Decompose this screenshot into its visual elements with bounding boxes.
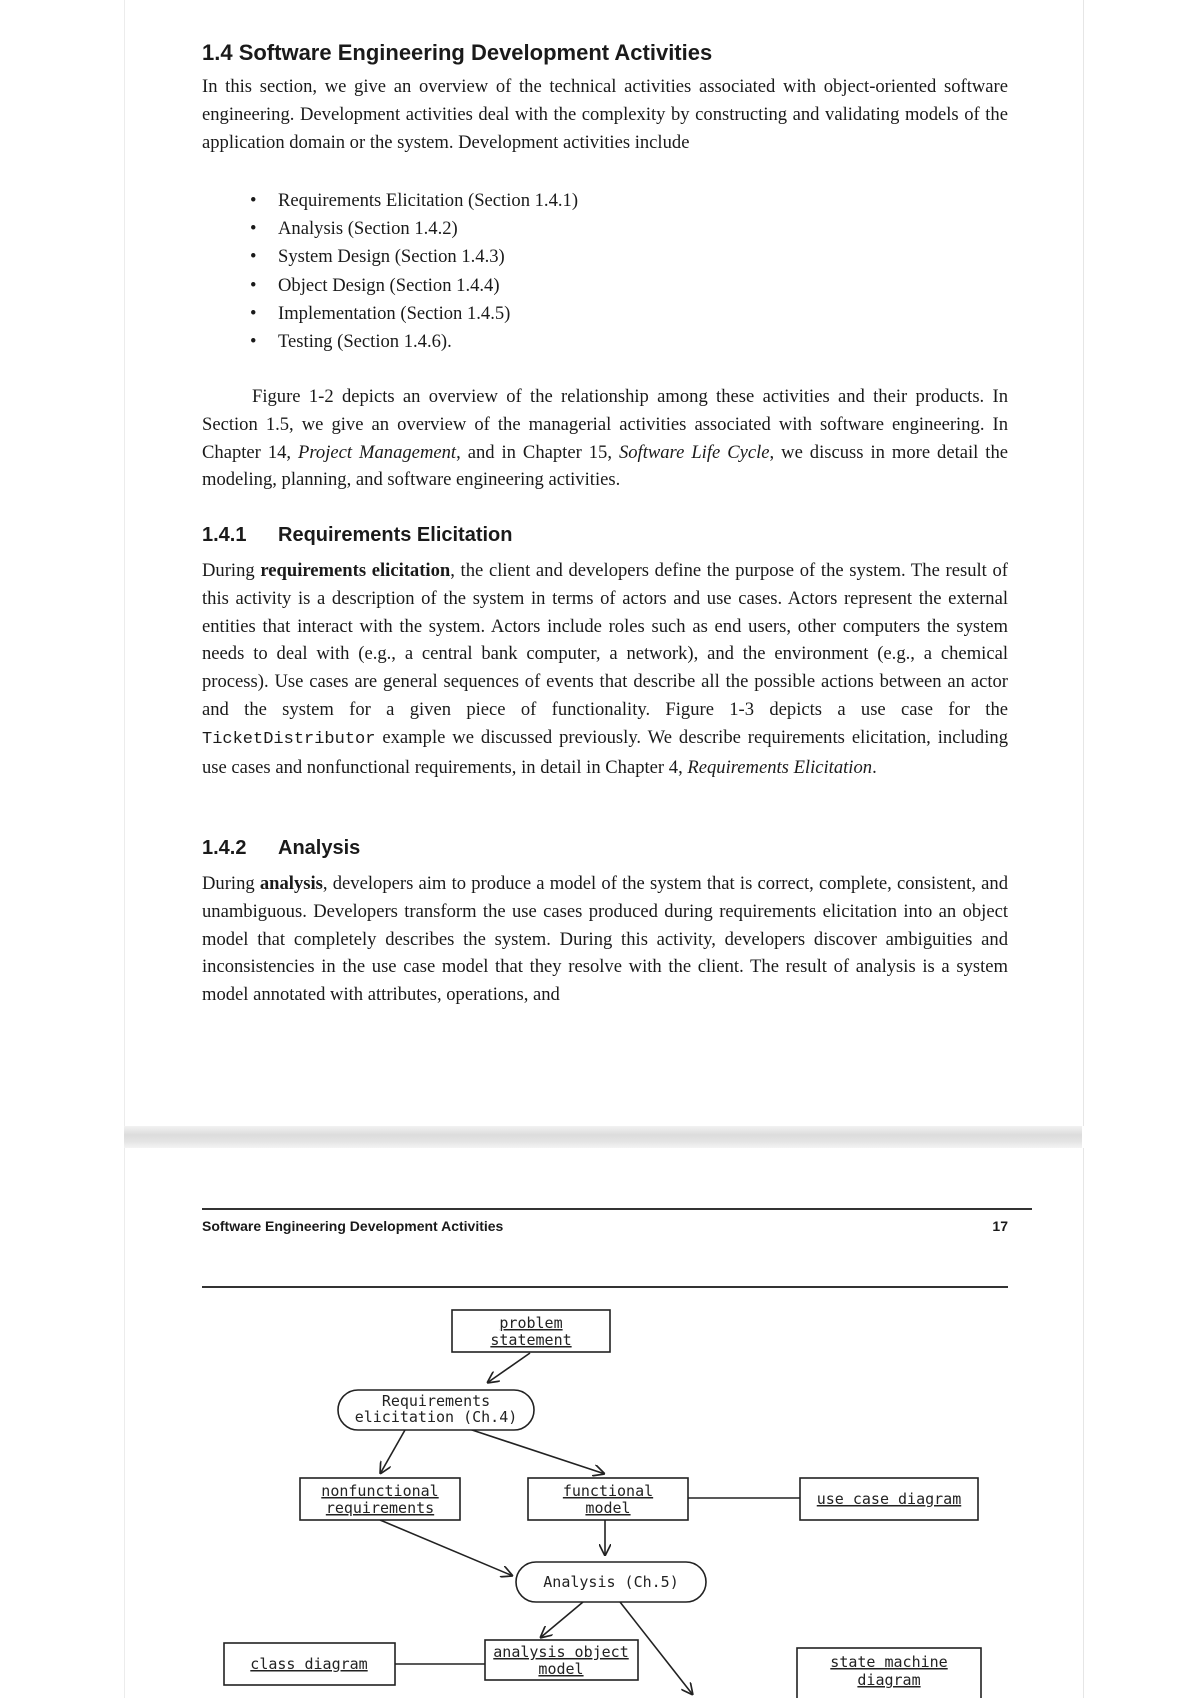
node-functional-model — [528, 1478, 688, 1520]
list-item: • System Design (Section 1.4.3) — [250, 243, 578, 271]
bullet-icon: • — [250, 302, 257, 324]
bullet-icon: • — [250, 331, 257, 353]
svg-text:Analysis (Ch.5): Analysis (Ch.5) — [543, 1573, 679, 1591]
analysis-paragraph: During analysis, developers aim to produce a model of the system that is correct, complete, consistent, and unambiguous. Developers transform the use cases produced during requirements elicitation into an object model that completely describes the system. During this activity, developers discover ambiguities and inconsistencies in the use case model that they resolve with the client. The result of analysis is a system model annotated with attributes, operations, and — [202, 873, 1009, 1006]
svg-text:class diagram: class diagram — [250, 1655, 368, 1673]
running-head-title: Software Engineering Development Activities — [202, 1218, 504, 1234]
node-use-case-diagram — [800, 1478, 978, 1520]
node-requirements-elicitation — [338, 1390, 534, 1430]
svg-text:nonfunctional: nonfunctional — [321, 1482, 439, 1500]
node-nonfunctional-requirements — [300, 1478, 460, 1520]
arrow-nonfunctional-to-analysis — [380, 1520, 513, 1576]
svg-text:statement: statement — [490, 1331, 572, 1349]
overview-paragraph: Figure 1-2 depicts an overview of the relationship among these activities and their products. In Section 1.5, we give an overview of the managerial activities associated with software engineering. In Chapter 14, Project Management, and in Chapter 15, Software Life Cycle, we discuss in more detail the modeling, planning, and software engineering activities. — [202, 386, 1008, 491]
node-class-diagram — [224, 1643, 395, 1685]
bullet-icon: • — [250, 190, 257, 211]
svg-text:problem: problem — [499, 1314, 563, 1332]
list-item: • Testing (Section 1.4.6). — [250, 328, 578, 356]
node-analysis — [516, 1562, 706, 1602]
list-item: • Implementation (Section 1.4.5) — [250, 300, 578, 328]
svg-text:state machine: state machine — [830, 1653, 948, 1671]
svg-text:functional: functional — [562, 1482, 654, 1500]
page-number: 17 — [992, 1218, 1008, 1234]
list-item: • Object Design (Section 1.4.4) — [250, 272, 578, 300]
bullet-icon: • — [250, 274, 257, 296]
node-problem-statement — [452, 1310, 610, 1352]
figure-activities-diagram — [124, 1148, 1082, 1698]
intro-paragraph: In this section, we give an overview of the technical activities associated with object-oriented software engineering. Development activities deal with the complexity by constructing and validating models of the application domain or the system. Development activities include — [202, 76, 1008, 153]
arrow-analysis-to-objectmodel — [540, 1602, 583, 1638]
activities-list — [250, 187, 578, 356]
arrow-elicitation-to-nonfunctional — [380, 1430, 405, 1474]
svg-text:model: model — [585, 1499, 631, 1517]
node-analysis-object-model — [485, 1640, 638, 1680]
bullet-icon: • — [250, 218, 257, 240]
svg-text:elicitation (Ch.4): elicitation (Ch.4) — [354, 1408, 518, 1426]
arrow-problem-to-elicitation — [487, 1353, 530, 1383]
bullet-icon: • — [250, 246, 257, 268]
section-title: 1.4 Software Engineering Development Activities — [202, 40, 713, 65]
subsection-title-requirements: 1.4.1 Requirements Elicitation — [202, 524, 513, 546]
svg-text:analysis object: analysis object — [493, 1643, 629, 1661]
arrow-elicitation-to-functional — [460, 1426, 605, 1474]
node-state-machine-diagram — [797, 1648, 981, 1698]
svg-text:Requirements: Requirements — [381, 1392, 491, 1410]
svg-text:diagram: diagram — [857, 1671, 921, 1689]
page-gap — [124, 1126, 1082, 1148]
svg-text:use case diagram: use case diagram — [816, 1490, 962, 1508]
list-item: • Analysis (Section 1.4.2) — [250, 215, 578, 243]
requirements-paragraph: During requirements elicitation, the client and developers define the purpose of the system. The result of this activity is a description of the system in terms of actors and use cases. Actors represent the external entities that interact with the system. Actors include roles such as end users, other computers the system needs to deal with (e.g., a central bank computer, a network), and the environment (e.g., a chemical process). Use cases are general sequences of events that describe all the possible actions between an actor and the system for a given piece of functionality. Figure 1-3 depicts a use case for the TicketDistributor example we discussed previously. We describe requirements elicitation, including use cases and nonfunctional requirements, in detail in Chapter 4, Requirements Elicitation. — [202, 560, 1008, 778]
list-item: • Requirements Elicitation (Section 1.4.1) — [250, 187, 578, 215]
subsection-title-analysis: 1.4.2 Analysis — [202, 837, 361, 859]
svg-text:model: model — [538, 1660, 584, 1678]
svg-text:requirements: requirements — [325, 1499, 435, 1517]
